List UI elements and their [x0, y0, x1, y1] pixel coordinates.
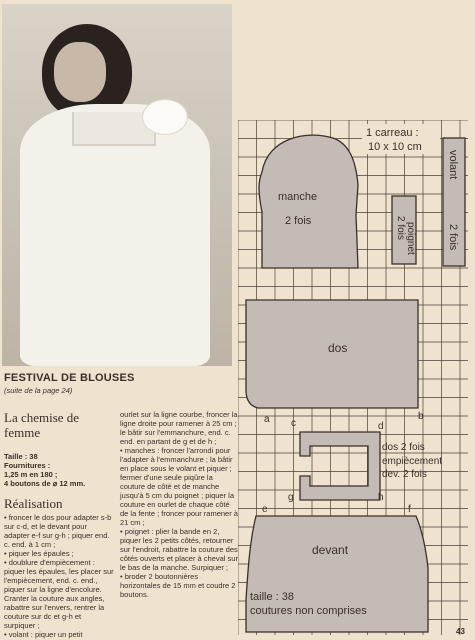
volant-count: 2 fois: [447, 224, 459, 251]
scale-label-line2: 10 x 10 cm: [368, 141, 422, 153]
dos-label: dos: [328, 341, 348, 355]
scale-label-line1: 1 carreau :: [366, 127, 419, 139]
empiecement-line3: dev. 2 fois: [382, 469, 427, 480]
poignet-label: poignet: [405, 222, 416, 255]
supplies-buttons: 4 boutons de ⌀ 12 mm.: [4, 479, 86, 488]
volant-label: volant: [447, 150, 459, 180]
pattern-diagram: [238, 120, 468, 635]
point-e: e: [262, 504, 268, 515]
manche-label: manche: [278, 191, 318, 203]
empiecement-line2: empiècement: [382, 456, 443, 467]
devant-label: devant: [312, 543, 349, 557]
blouse-ruffle: [142, 99, 188, 135]
supplies-label: Fournitures :: [4, 461, 51, 470]
point-c: c: [291, 418, 296, 429]
model-face: [54, 42, 106, 102]
point-a: a: [264, 414, 270, 425]
model-photo: [2, 4, 232, 366]
point-d: d: [378, 421, 384, 432]
section-heading: Réalisation: [4, 496, 63, 511]
supplies-fabric: 1,25 m en 180 ;: [4, 470, 58, 479]
point-b: b: [418, 411, 424, 422]
photo-caption-title: FESTIVAL DE BLOUSES: [4, 372, 135, 384]
point-g: g: [288, 492, 294, 503]
taille-label: taille : 38: [250, 591, 295, 603]
manche-count: 2 fois: [285, 215, 312, 227]
coutures-label: coutures non comprises: [250, 605, 367, 617]
article-heading: La chemise de femme: [4, 410, 80, 440]
point-f: f: [408, 504, 411, 515]
page-number: 43: [456, 627, 465, 636]
point-h: h: [378, 492, 384, 503]
size-line: Taille : 38: [4, 452, 38, 461]
instructions-part-2: ourlet sur la ligne courbe, froncer la ligne droite pour ramener à 25 cm ; le bâtir sur l'emmanchure, end. c. end. en partant de g et de h ; • manches : froncer l'arrondi pour l'adapter à l'emmanchure ; la bâtir en place sous le volant et piquer ; fermer d'une seule piqûre la couture de côté et de manche jusqu'à 5 cm du poignet ; piquer la couture en ourlet de chaque côté de la fente ; froncer pour ramener à 21 cm ; • poignet : plier la bande en 2, piquer les 2 petits côtés, retourner sur l'endroit, rabattre la couture des côtés ouverts et placer à cheval sur le bas de la manche. Surpiquer ; • broder 2 boutonnières horizontales de 15 mm et coudre 2 boutons.: [120, 410, 238, 599]
instructions-part-1: • froncer le dos pour adapter s-b sur c-d, et le devant pour adapter e-f sur g-h ; piquer end. c. end. à 1 cm ; • piquer les épaules ; • doublure d'empiècement : piquer les épaules, les placer sur l'empiècement, end. c. end., piquer sur la ligne d'encolure. Cranter la couture aux angles, rabattre sur l'envers, rentrer la couture sur dc et g-h et surpiquer ; • volant : piquer un petit: [4, 513, 114, 639]
photo-caption-subtitle: (suite de la page 24): [4, 386, 73, 395]
poignet-count: 2 fois: [395, 216, 406, 240]
article-column-1: [4, 410, 114, 639]
empiecement-line1: dos 2 fois: [382, 442, 425, 453]
